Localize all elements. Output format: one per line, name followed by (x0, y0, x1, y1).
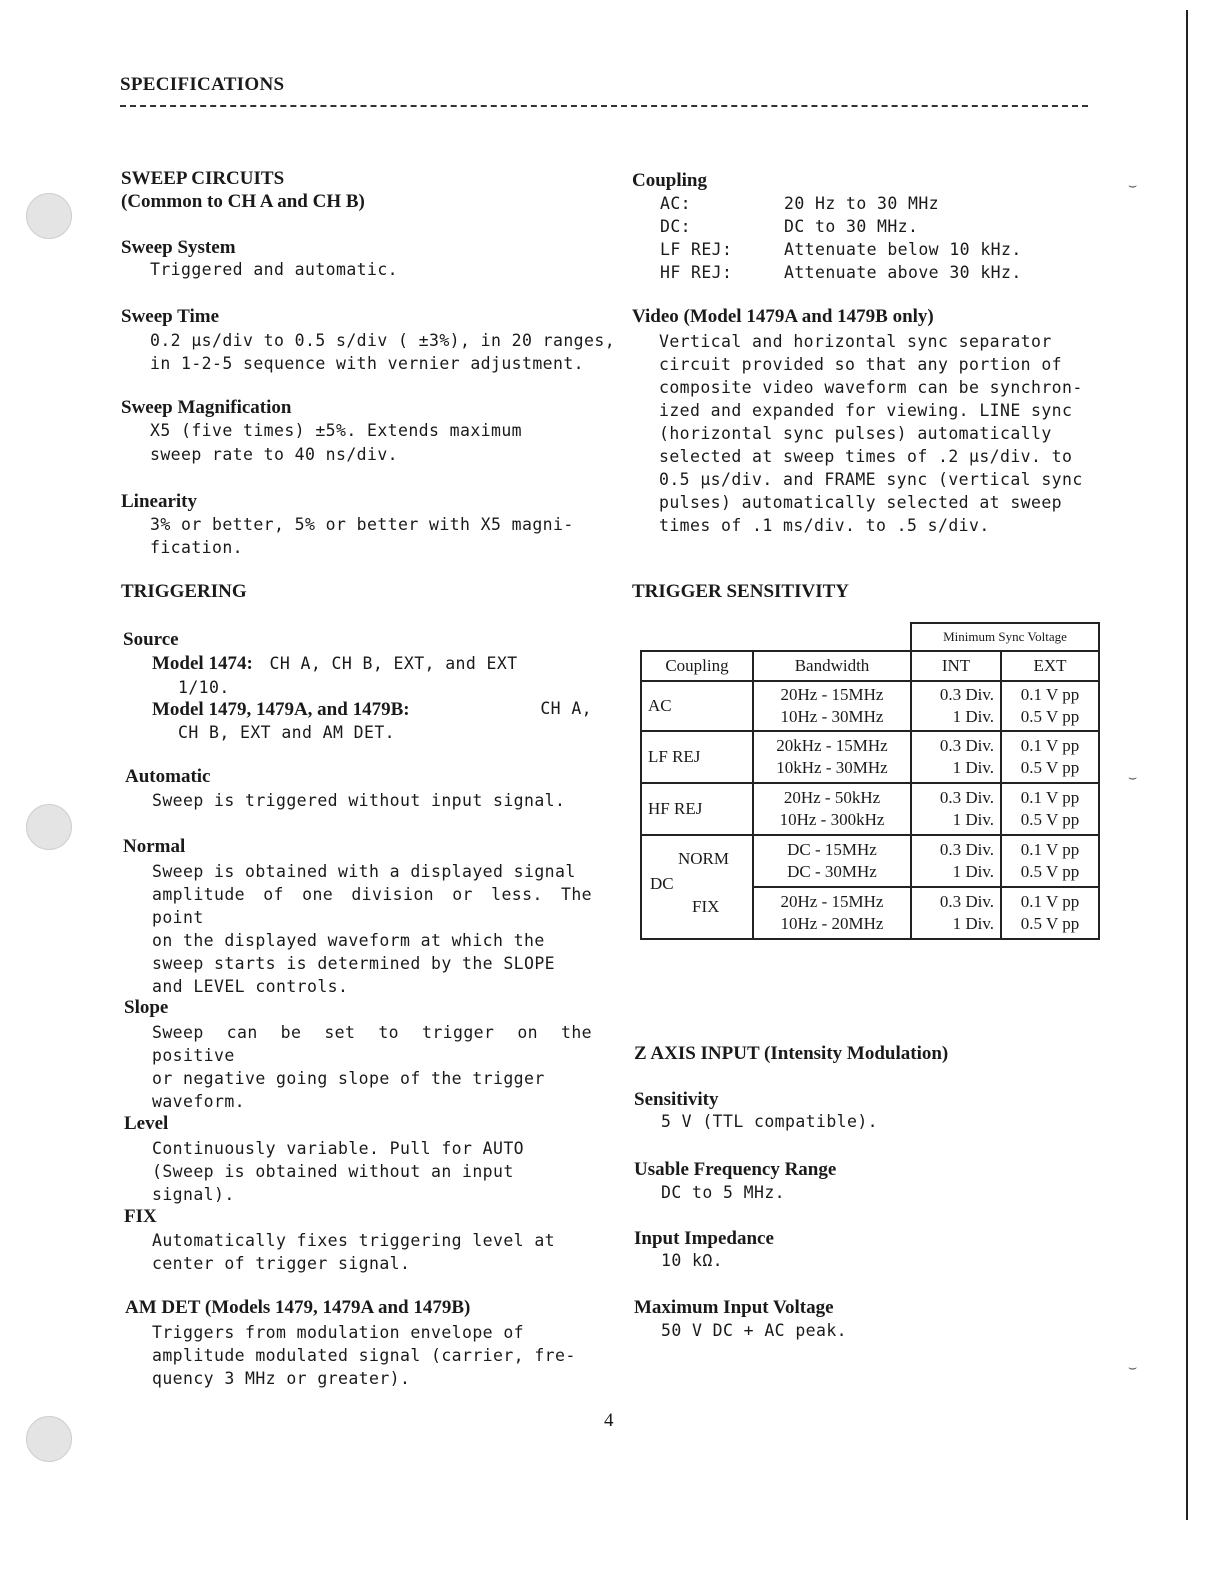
slope-body (152, 1021, 592, 1113)
freq-range-title: Usable Frequency Range (634, 1159, 837, 1180)
edge-mark: ⌣ (1128, 770, 1138, 786)
level-title: Level (124, 1113, 169, 1134)
cell-line: 0.5 V pp (1020, 707, 1080, 726)
cell-line: 0.3 Div. (939, 892, 994, 911)
cell-norm: NORM (678, 849, 730, 868)
video-line: times of .1 ms/div. to .5 s/div. (659, 516, 990, 535)
sweep-mag-line: sweep rate to 40 ns/div. (150, 445, 399, 464)
coupling-key: LF REJ: (660, 240, 733, 259)
cell-fix: FIX (692, 897, 720, 916)
cell-line: 20Hz - 50kHz (783, 788, 881, 807)
edge-mark: ⌣ (1128, 1360, 1138, 1376)
sweep-circuits-title: SWEEP CIRCUITS (121, 168, 285, 189)
cell-dc: DC (650, 874, 674, 893)
amdet-line: quency 3 MHz or greater). (152, 1369, 411, 1388)
table-row (641, 835, 1099, 887)
slope-line: Sweep can be set to trigger on the positive (152, 1023, 592, 1065)
cell-line: 0.3 Div. (939, 840, 994, 859)
normal-line: amplitude of one division or less. The point (152, 885, 592, 927)
col-header: EXT (1001, 651, 1099, 681)
fix-line: Automatically fixes triggering level at (152, 1231, 556, 1250)
video-line: Vertical and horizontal sync separator (659, 332, 1052, 351)
col-header: Bandwidth (753, 651, 911, 681)
amdet-title: AM DET (Models 1479, 1479A and 1479B) (125, 1297, 471, 1318)
coupling-value: Attenuate below 10 kHz. (784, 240, 1022, 259)
source-title: Source (123, 629, 179, 650)
cell-line: 0.1 V pp (1020, 685, 1080, 704)
amdet-body (152, 1321, 592, 1390)
cell-bandwidth (753, 681, 911, 731)
sweep-time-line: 0.2 µs/div to 0.5 s/div ( ±3%), in 20 ranges, (150, 331, 616, 350)
cell-line: 1 Div. (952, 914, 994, 933)
slope-line: waveform. (152, 1092, 246, 1111)
col-header: Coupling (641, 651, 753, 681)
amdet-line: Triggers from modulation envelope of (152, 1323, 525, 1342)
coupling-value: DC to 30 MHz. (784, 217, 919, 236)
page-edge-line (1186, 10, 1188, 1520)
cell-int (911, 835, 1001, 887)
sweep-mag-title: Sweep Magnification (121, 397, 292, 418)
coupling-row (632, 238, 1022, 261)
cell-ext (1001, 731, 1099, 783)
freq-range-text: DC to 5 MHz. (661, 1183, 786, 1202)
cell-int (911, 887, 1001, 939)
cell-line: 0.3 Div. (939, 736, 994, 755)
source-1479-text: CH A, (540, 699, 592, 718)
level-line: (Sweep is obtained without an input signal). (152, 1162, 514, 1204)
coupling-key: DC: (660, 217, 692, 236)
normal-title: Normal (123, 836, 186, 857)
cell-line: 20kHz - 15MHz (776, 736, 888, 755)
cell-line: 0.1 V pp (1020, 736, 1080, 755)
cell-line: DC - 30MHz (787, 862, 877, 881)
punch-hole (26, 193, 72, 239)
normal-line: sweep starts is determined by the SLOPE (152, 954, 556, 973)
cell-line: 0.1 V pp (1020, 840, 1080, 859)
cell-line: 10Hz - 20MHz (780, 914, 884, 933)
cell-line: 0.5 V pp (1020, 862, 1080, 881)
level-line: Continuously variable. Pull for AUTO (152, 1139, 525, 1158)
video-line: ized and expanded for viewing. LINE sync (659, 401, 1073, 420)
cell-line: 1 Div. (952, 810, 994, 829)
header-rule (120, 105, 1088, 107)
cell-int (911, 783, 1001, 835)
cell-int (911, 731, 1001, 783)
cell-line: 0.5 V pp (1020, 810, 1080, 829)
impedance-title: Input Impedance (634, 1228, 774, 1249)
source-1474 (152, 653, 592, 675)
punch-hole (26, 804, 72, 850)
impedance-text: 10 kΩ. (661, 1251, 724, 1270)
cell-bandwidth (753, 783, 911, 835)
slope-line: or negative going slope of the trigger (152, 1069, 545, 1088)
coupling-key: AC: (660, 194, 692, 213)
level-body (152, 1137, 592, 1206)
triggering-title: TRIGGERING (121, 581, 247, 602)
page-header: SPECIFICATIONS (120, 74, 285, 95)
coupling-title: Coupling (632, 170, 707, 191)
linearity-title: Linearity (121, 491, 197, 512)
max-voltage-text: 50 V DC + AC peak. (661, 1321, 848, 1340)
group-header: Minimum Sync Voltage (911, 623, 1099, 651)
coupling-value: Attenuate above 30 kHz. (784, 263, 1022, 282)
col-header: INT (911, 651, 1001, 681)
cell-line: 1 Div. (952, 758, 994, 777)
cell-coupling: LF REJ (641, 731, 753, 783)
cell-coupling: HF REJ (641, 783, 753, 835)
cell-line: 20Hz - 15MHz (780, 892, 884, 911)
cell-coupling: AC (641, 681, 753, 731)
normal-line: and LEVEL controls. (152, 977, 349, 996)
video-line: selected at sweep times of .2 µs/div. to (659, 447, 1073, 466)
cell-line: 0.5 V pp (1020, 914, 1080, 933)
slope-title: Slope (124, 997, 169, 1018)
cell-int (911, 681, 1001, 731)
source-1479 (152, 699, 592, 721)
sweep-system-text: Triggered and automatic. (150, 260, 399, 279)
cell-ext (1001, 783, 1099, 835)
video-line: composite video waveform can be synchron- (659, 378, 1083, 397)
linearity-line: 3% or better, 5% or better with X5 magni- (150, 515, 574, 534)
cell-bandwidth (753, 887, 911, 939)
cell-line: 0.1 V pp (1020, 892, 1080, 911)
sweep-time-title: Sweep Time (121, 306, 219, 327)
video-line: (horizontal sync pulses) automatically (659, 424, 1052, 443)
sensitivity-title: Sensitivity (634, 1089, 719, 1110)
normal-body (152, 860, 592, 998)
automatic-title: Automatic (125, 766, 211, 787)
sensitivity-text: 5 V (TTL compatible). (661, 1112, 879, 1131)
table-row (641, 681, 1099, 731)
cell-ext (1001, 887, 1099, 939)
cell-line: 0.3 Div. (939, 788, 994, 807)
table-row (641, 731, 1099, 783)
cell-line: 1 Div. (952, 707, 994, 726)
cell-line: 0.3 Div. (939, 685, 994, 704)
coupling-row (632, 192, 1022, 215)
video-line: 0.5 µs/div. and FRAME sync (vertical sync (659, 470, 1083, 489)
cell-ext (1001, 681, 1099, 731)
punch-hole (26, 1416, 72, 1462)
sweep-time-line: in 1-2-5 sequence with vernier adjustment. (150, 354, 585, 373)
table-header-row (641, 651, 1099, 681)
coupling-row (632, 261, 1022, 284)
cell-line: 0.5 V pp (1020, 758, 1080, 777)
coupling-list (632, 192, 1022, 284)
max-voltage-title: Maximum Input Voltage (634, 1297, 834, 1318)
zaxis-title: Z AXIS INPUT (Intensity Modulation) (634, 1043, 949, 1064)
source-1479-cont: CH B, EXT and AM DET. (178, 723, 396, 742)
source-1479-label: Model 1479, 1479A, and 1479B: (152, 699, 410, 720)
coupling-value: 20 Hz to 30 MHz (784, 194, 940, 213)
cell-line: 1 Div. (952, 862, 994, 881)
cell-coupling-dc (641, 835, 753, 939)
normal-line: on the displayed waveform at which the (152, 931, 545, 950)
source-1474-text: CH A, CH B, EXT, and EXT (269, 654, 518, 673)
cell-line: 0.1 V pp (1020, 788, 1080, 807)
table-row (641, 783, 1099, 835)
video-body (659, 330, 1097, 537)
cell-line: 20Hz - 15MHz (780, 685, 884, 704)
cell-line: 10kHz - 30MHz (776, 758, 888, 777)
cell-line: 10Hz - 300kHz (779, 810, 885, 829)
video-line: pulses) automatically selected at sweep (659, 493, 1063, 512)
linearity-line: fication. (150, 538, 244, 557)
fix-line: center of trigger signal. (152, 1254, 411, 1273)
source-1474-cont: 1/10. (178, 678, 230, 697)
trigger-sensitivity-table (640, 622, 1100, 940)
automatic-text: Sweep is triggered without input signal. (152, 791, 566, 810)
fix-title: FIX (124, 1206, 157, 1227)
page-number: 4 (604, 1410, 614, 1431)
sweep-circuits-subtitle: (Common to CH A and CH B) (121, 191, 365, 212)
cell-line: 10Hz - 30MHz (780, 707, 884, 726)
video-line: circuit provided so that any portion of (659, 355, 1063, 374)
amdet-line: amplitude modulated signal (carrier, fre- (152, 1346, 576, 1365)
video-title: Video (Model 1479A and 1479B only) (632, 306, 934, 327)
source-1474-label: Model 1474: (152, 653, 253, 674)
sweep-mag-line: X5 (five times) ±5%. Extends maximum (150, 421, 523, 440)
cell-bandwidth (753, 731, 911, 783)
coupling-key: HF REJ: (660, 263, 733, 282)
cell-bandwidth (753, 835, 911, 887)
coupling-row (632, 215, 1022, 238)
cell-line: DC - 15MHz (787, 840, 877, 859)
edge-mark: ​⌣ (1128, 178, 1138, 194)
normal-line: Sweep is obtained with a displayed signal (152, 862, 576, 881)
sweep-system-title: Sweep System (121, 237, 236, 258)
trigger-sensitivity-title: TRIGGER SENSITIVITY (632, 581, 849, 602)
cell-ext (1001, 835, 1099, 887)
fix-body (152, 1229, 592, 1275)
